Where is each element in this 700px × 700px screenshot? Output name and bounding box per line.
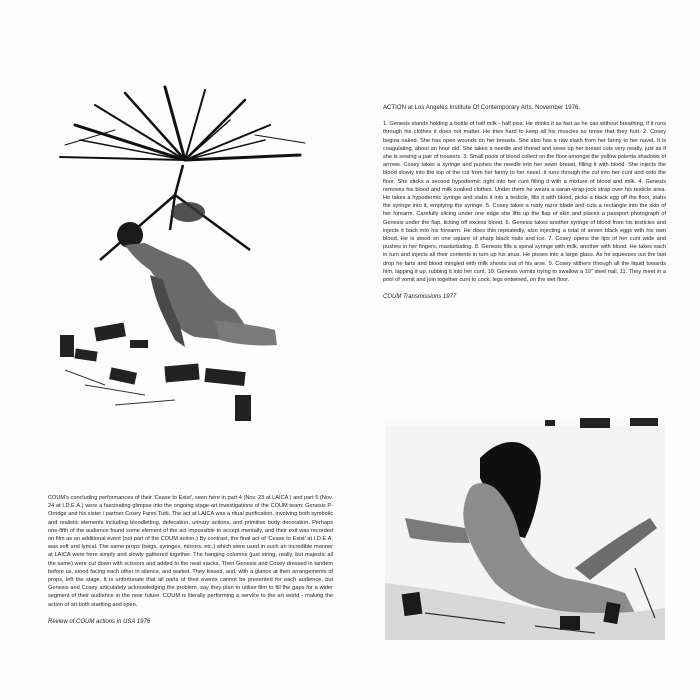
action-description (383, 104, 666, 301)
performance-photo-bottom (385, 418, 665, 640)
action-body: 1. Genesis stands holding a bottle of half milk - half piss. He drinks it as fast as he can without breathing, if it runs through his clothes it does not matter. He tries hard to keep all his muscles so tense that they hurt. 2. Cosey begins naked. She has open wounds on her breasts. She also has a raw slash from her fanny to her navel. It is coagulating, about an hour old. She takes a needle and thread and sews up her breast cuts very neatly, just as if she is sewing a pair of trousers. 3. Small pools of blood collect on the floor amongst the yellow polenta shadows of arrows. Cosey takes a syringe and pushes the needle into her sewn breast, filling it with blood. She injects the blood slowly into the top of the cut from her fanny to her navel. It runs through the cut into her cunt and onto the floor. She sticks a second hypodermic right into her cunt filling it with a mixture of blood and milk. 4. Genesis removes his blood and milk soaked clothes. Under them he wears a saran-wrap jock strap over his testicle area. He takes a hypodermic syringe and stabs it into a testicle, fills it with blood, picks a black egg off the floor, stabs the syringe into it, emptying the syringe. 5. Cosey takes a rusty razor blade and cuts a rectangle into the skin of her forearm. Carefully slicing under one edge she lifts up the flap of skin and places a passport photograph of Genesis under the flap, licking off excess blood. 6. Genesis takes another syringe of blood from his testicles and injects it back into his forearm. He does this repeatedly, also injecting a total of seven black eggs with his own blood. He is stood on one square of sharp black nails and ice. 7. Cosey opens the lips of her cunt wide and pushes in her fingers, masturbating. 8. Genesis fills a spinal syringe with milk, another with blood. He takes each in turn and injects all their contents in turn up his anus. He pisses into a large glass. As he squeezes out the last drop he farts and blood mingled with milk shoots out of his arse. 9. Cosey slithers through all the liquid towards him, lapping it up, rubbing it into her cunt. 10. Genesis vomits trying to swallow a 10" steel nail. 11. They meet in a pool of vomit and join together cunt to cock, legs entwined, on the wet floor. (383, 121, 666, 284)
kneeling-figure-image (55, 85, 310, 430)
review-credit: Review of COUM actions in USA 1976 (48, 618, 151, 625)
action-heading: ACTION at Los Angeles Institute Of Contemporary Arts. November 1976. (383, 105, 581, 111)
seated-figure-image (385, 418, 665, 640)
review-text (48, 494, 333, 626)
review-body: COUM's concluding performances of their 'Cease to Exist', seen here in part 4 (Nov. 23 at LAICA ) and part 5 (Nov. 24 at I.D.E.A.) were a fascinating glimpse into the ongoing stage-art investigations of the COUM team: Genesis P-Orridge and his sister / partner Cosey Fanni Tutti. The act at LAICA was a ritual purification, involving both symbolic and realistic elements including bloodletting, defecation, urinary actions, and primitive body decoration. Perhaps one-fifth of the audience found some element of the act impossible to accept mentally, and their exit was recorded on film as an additional event (not part of the COUM action.) By contrast, the final act of 'Cease to Exist' at I.D.E.A. was soft and lyrical. The same props (twigs, syringes, mirrors, etc.) which were used in such an incredible manner at LAICA were here simply and slowly gathered together. The hanging columns (just string, really, but majestic all the same) were cut down with scissors and added to the neat stacks. Then Genesis and Cosey dressed in tandem before us, stood facing each other in silence, and waited. They kissed, and, with a glance at their arrangements of props, left the stage. It is unfortunate that all parts of their events cannot be presented for each audience, but Genesis and Cosey articulately acknowledging the problem, say they plan to utilise film to fill the gaps for a wider segment of their audience in the near future. COUM is literally performing a service to the art world - making the action of art both startling and open. (48, 495, 333, 608)
performance-photo-top (55, 85, 310, 430)
action-credit: COUM Transmissions 1977 (383, 294, 457, 301)
